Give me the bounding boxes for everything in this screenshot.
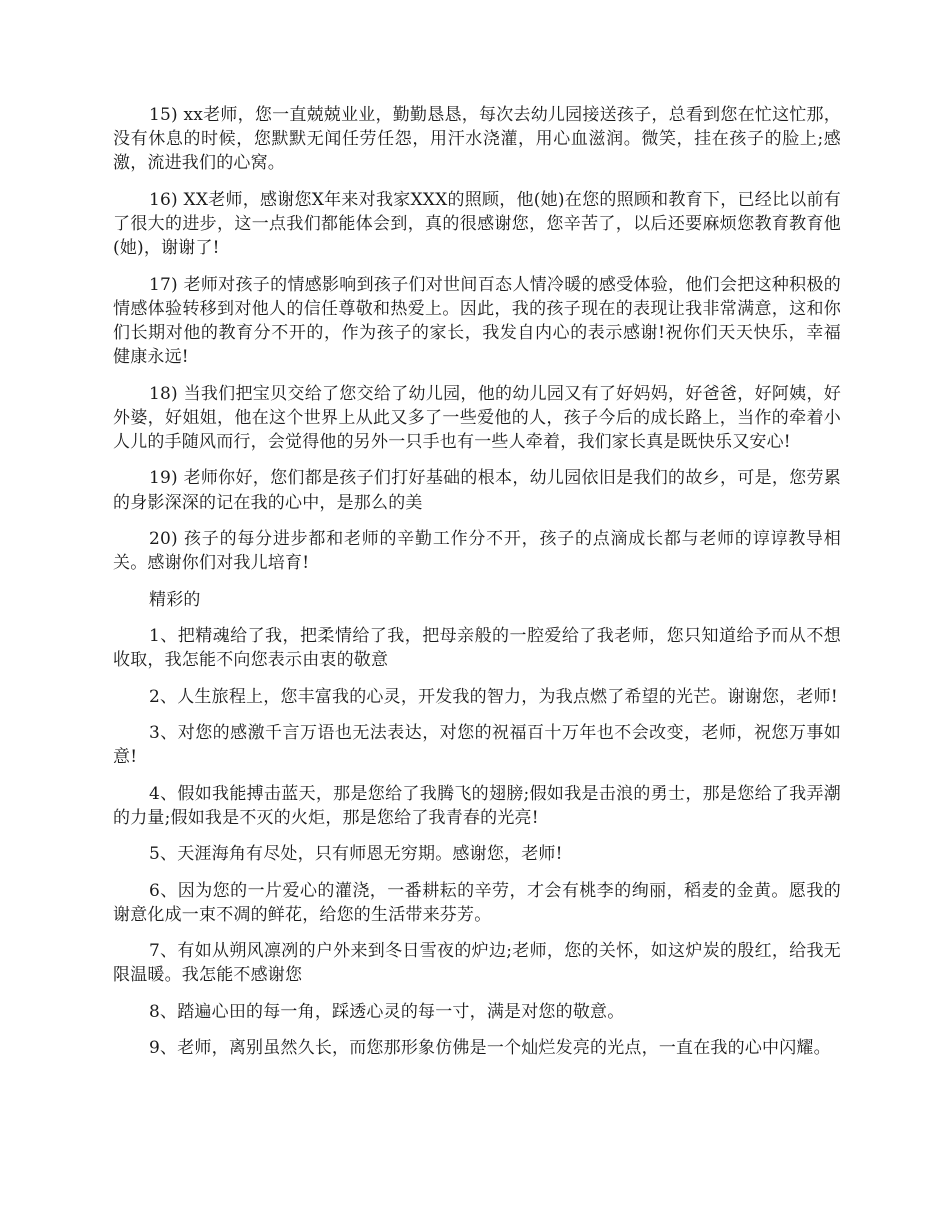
paragraph-20: 20) 孩子的每分进步都和老师的辛勤工作分不开，孩子的点滴成长都与老师的谆谆教导相关。感谢你们对我儿培育! (113, 528, 841, 574)
paragraph-15: 15) xx老师，您一直兢兢业业，勤勤恳恳，每次去幼儿园接送孩子，总看到您在忙这忙那，没有休息的时候，您默默无闻任劳任怨，用汗水浇灌，用心血滋润。微笑，挂在孩子的脸上;感激，流进我们的心窝。 (113, 105, 841, 174)
quote-4: 4、假如我能搏击蓝天，那是您给了我腾飞的翅膀;假如我是击浪的勇士，那是您给了我弄潮的力量;假如我是不灭的火炬，那是您给了我青春的光亮! (113, 783, 841, 828)
quote-6: 6、因为您的一片爱心的灌浇，一番耕耘的辛劳，才会有桃李的绚丽，稻麦的金黄。愿我的谢意化成一束不凋的鲜花，给您的生活带来芬芳。 (113, 880, 841, 925)
paragraph-17: 17) 老师对孩子的情感影响到孩子们对世间百态人情冷暖的感受体验，他们会把这种积极的情感体验转移到对他人的信任尊敬和热爱上。因此，我的孩子现在的表现让我非常满意，这和你们长期对他的教育分不开的，作为孩子的家长，我发自内心的表示感谢!祝你们天天快乐，幸福健康永远! (113, 274, 841, 368)
paragraph-18: 18) 当我们把宝贝交给了您交给了幼儿园，他的幼儿园又有了好妈妈，好爸爸，好阿姨，好外婆，好姐姐，他在这个世界上从此又多了一些爱他的人，孩子今后的成长路上，当作的牵着小人儿的手随风而行，会觉得他的另外一只手也有一些人牵着，我们家长真是既快乐又安心! (113, 383, 841, 452)
quote-8: 8、踏遍心田的每一角，踩透心灵的每一寸，满是对您的敬意。 (149, 1001, 625, 1022)
paragraph-16: 16) XX老师，感谢您X年来对我家XXX的照顾，他(她)在您的照顾和教育下，已经比以前有了很大的进步，这一点我们都能体会到，真的很感谢您，您辛苦了，以后还要麻烦您教育教育他(她)，谢谢了! (113, 189, 841, 259)
quote-9: 9、老师，离别虽然久长，而您那形象仿佛是一个灿烂发亮的光点，一直在我的心中闪耀。 (149, 1038, 831, 1059)
quote-1: 1、把精魂给了我，把柔情给了我，把母亲般的一腔爱给了我老师，您只知道给予而从不想收取，我怎能不向您表示由衷的敬意 (113, 625, 841, 671)
quote-2: 2、人生旅程上，您丰富我的心灵，开发我的智力，为我点燃了希望的光芒。谢谢您，老师! (149, 686, 838, 707)
quote-7: 7、有如从朔风凛冽的户外来到冬日雪夜的炉边;老师，您的关怀，如这炉炭的殷红，给我无限温暖。我怎能不感谢您 (113, 941, 841, 986)
section-heading: 精彩的 (149, 589, 201, 610)
document-body (113, 103, 841, 1073)
quote-5: 5、天涯海角有尽处，只有师恩无穷期。感谢您，老师! (149, 844, 563, 865)
quote-3: 3、对您的感激千言万语也无法表达，对您的祝福百十万年也不会改变，老师，祝您万事如意! (113, 722, 841, 768)
paragraph-19: 19) 老师你好，您们都是孩子们打好基础的根本，幼儿园依旧是我们的故乡，可是，您劳累的身影深深的记在我的心中，是那么的美 (113, 468, 841, 513)
